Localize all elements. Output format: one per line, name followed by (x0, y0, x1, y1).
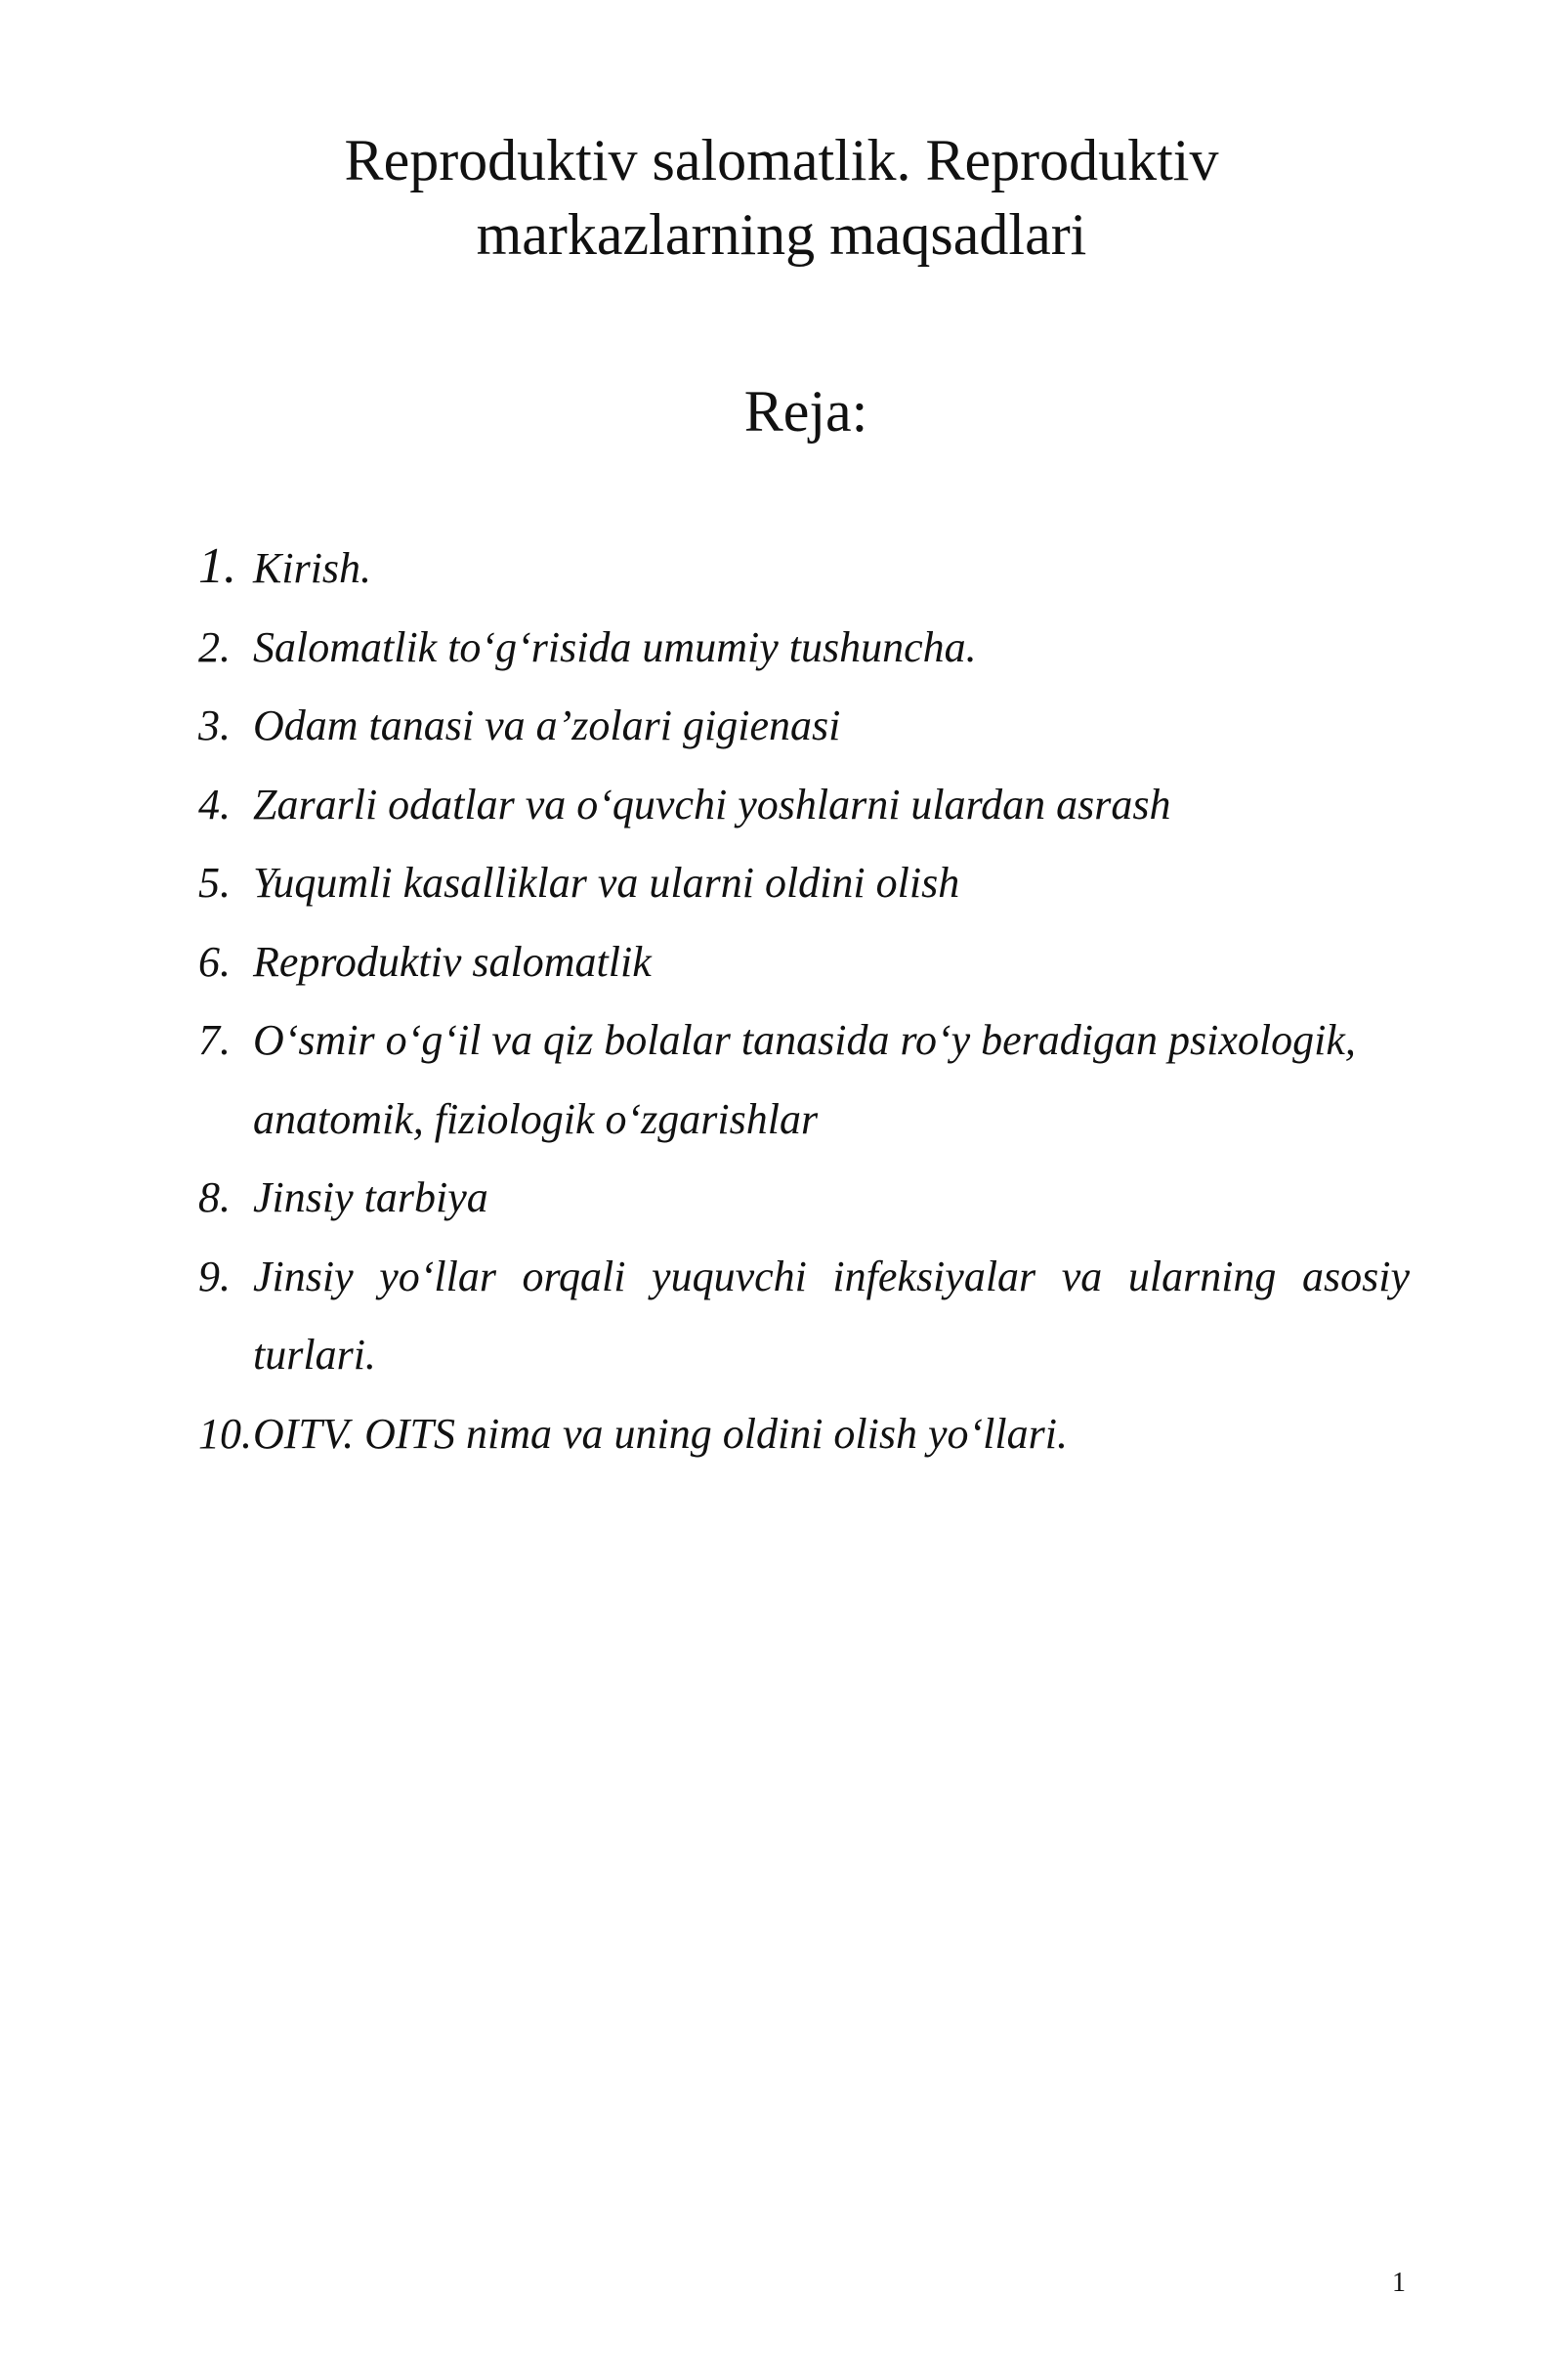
plan-heading: Reja: (743, 379, 868, 444)
list-item-text: Yuqumli kasalliklar va ularni oldini olish (253, 859, 960, 907)
list-item-number: 4. (198, 780, 231, 829)
list-item (198, 1238, 1410, 1395)
list-item-text: Jinsiy tarbiya (253, 1173, 488, 1221)
list-item-number: 9. (198, 1252, 231, 1300)
list-item (198, 1395, 1410, 1474)
list-item (198, 1159, 1410, 1238)
list-item (198, 766, 1410, 845)
page-number: 1 (1392, 2268, 1406, 2298)
list-item (198, 1001, 1410, 1159)
list-item-number: 2. (198, 622, 231, 671)
list-item-text: Salomatlik to‘g‘risida umumiy tushuncha. (253, 622, 977, 671)
list-item-text: OITV. OITS nima va uning oldini olish yo‘llari. (253, 1409, 1068, 1458)
list-item (198, 844, 1410, 923)
document-title (0, 123, 1563, 272)
title-line-1: Reproduktiv salomatlik. Reproduktiv (344, 128, 1219, 192)
list-item-number: 3. (198, 701, 231, 749)
list-item-number: 1. (198, 538, 236, 594)
list-item-text: Odam tanasi va a’zolari gigienasi (253, 701, 841, 749)
outline-list (198, 528, 1410, 1473)
list-item-number: 7. (198, 1016, 231, 1064)
list-item (198, 687, 1410, 766)
list-item-number: 5. (198, 859, 231, 907)
list-item-text: Jinsiy yo‘llar orqali yuquvchi infeksiyalar va ularning asosiy turlari. (253, 1252, 1410, 1379)
list-item-number: 6. (198, 937, 231, 986)
list-item-text: Reproduktiv salomatlik (253, 937, 652, 986)
list-item-text: Kirish. (253, 544, 372, 592)
list-item-number: 8. (198, 1173, 231, 1221)
list-item-text: O‘smir o‘g‘il va qiz bolalar tanasida ro‘y beradigan psixologik, anatomik, fiziologik o‘zgarishlar (253, 1016, 1356, 1143)
title-line-2: markazlarning maqsadlari (476, 202, 1087, 267)
list-item (198, 528, 1410, 609)
list-item (198, 923, 1410, 1002)
list-item-number: 10. (198, 1409, 252, 1458)
list-item (198, 609, 1410, 688)
list-item-text: Zararli odatlar va o‘quvchi yoshlarni ulardan asrash (253, 780, 1171, 829)
